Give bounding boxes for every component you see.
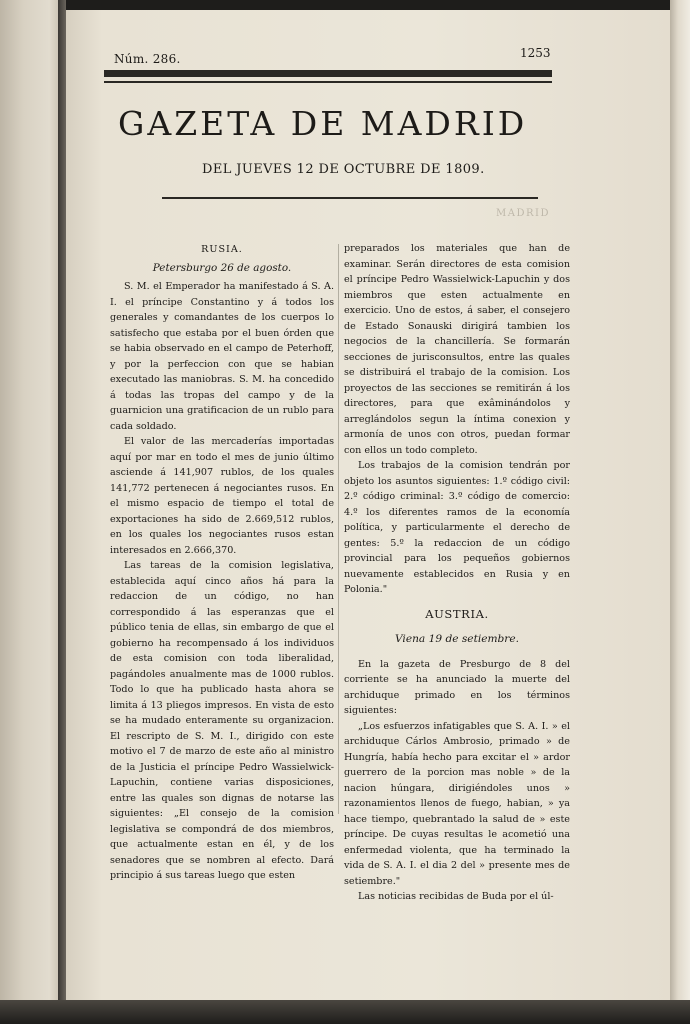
paragraph: Las noticias recibidas de Buda por el úl- <box>358 891 554 902</box>
newspaper-page <box>66 10 670 1000</box>
page-edge-right <box>670 0 690 1024</box>
paragraph: Las tareas de la comision legislativa, establecida aquí cinco años há para la redaccion de un código, no han correspondido á las esperanzas que el público tenia de ellas, sin embargo de que el gobierno ha recompensado á los individuos de esta comision con toda liberalidad, pagándoles anualmente mas de 1000 rublos. Todo lo que ha publicado hasta ahora se limita á 13 pliegos impresos. En vista de esto se ha mudado enteramente su organizacion. El rescripto de S. M. I., dirigido con este motivo el 7 de marzo de este año al ministro de la Justicia el príncipe Pedro Wassielwick-Lapuchin, contiene varias disposiciones, entre las quales son dignas de notarse las siguientes: „El consejo de la comision legislativa se compondrá de dos miembros, que actualmente estan en él, y de los senadores que se nombren al efecto. Dará principio á sus tareas luego que esten <box>110 560 334 881</box>
header-rule-thin <box>104 81 552 83</box>
masthead-title: GAZETA DE MADRID <box>118 104 528 143</box>
facing-page-edge <box>0 0 58 1000</box>
paragraph: preparados los materiales que han de examinar. Serán directores de esta comision el príncipe Pedro Wassielwick-Lapuchin y dos miembros que esten actualmente en exercicio. Uno de estos, á saber, el consejero de Estado Sonauski dirigirá tambien los negocios de la chancillería. Se formarán secciones de jurisconsultos, entre las quales se distribuirá el trabajo de la comision. Los proyectos de las secciones se remitirán á los directores, para que exâminándolos y arreglándolos segun la íntima conexion y armonía de unos con otros, puedan formar con ellos un todo completo. <box>344 243 570 456</box>
date-rule <box>162 197 538 199</box>
paragraph: En la gazeta de Presburgo de 8 del corriente se ha anunciado la muerte del archiduque primado en los términos siguientes: <box>344 658 570 716</box>
section-title-austria: AUSTRIA. <box>425 606 489 621</box>
column-right <box>344 241 570 905</box>
column-divider <box>338 244 339 814</box>
dateline-petersburgo: Petersburgo 26 de agosto. <box>152 261 292 274</box>
column-left <box>110 240 334 884</box>
paragraph: „Los esfuerzos infatigables que S. A. I. » el archiduque Cárlos Ambrosio, primado » de Hungría, había hecho para excitar el » ardor guerrero de la porcion mas noble » de la nacion húngara, dirigiéndoles unos » razonamientos llenos de fuego, habian, » ya hace tiempo, quebrantado la salud de » este príncipe. De cuyas resultas le acometió una enfermedad violenta, que ha terminado la vida de S. A. I. el dia 2 del » presente mes de setiembre." <box>344 720 570 887</box>
issue-number: Núm. 286. <box>114 52 181 66</box>
issue-date: DEL JUEVES 12 DE OCTUBRE DE 1809. <box>202 162 485 177</box>
section-title-rusia: RUSIA. <box>201 244 243 255</box>
scan-background <box>0 1000 690 1024</box>
bleed-through-label: MADRID <box>496 208 550 219</box>
header-rule-thick <box>104 70 552 77</box>
book-gutter <box>58 0 66 1024</box>
paragraph: S. M. el Emperador ha manifestado á S. A. I. el príncipe Constantino y á todos los generales y comandantes de los cuerpos lo satisfecho que estaba por el buen órden que se habia observado en el campo de Peterhoff, y por la perfeccion con que se habian executado las maniobras. S. M. ha concedido á todas las tropas del campo y de la guarnicion una gratificacion de un rublo para cada soldado. <box>110 281 334 432</box>
paragraph: El valor de las mercaderías importadas aquí por mar en todo el mes de junio último asciende á 141,907 rublos, de los quales 141,772 pertenecen á negociantes rusos. En el mismo espacio de tiempo el total de exportaciones ha sido de 2.669,512 rublos, en los quales los negociantes rusos estan interesados en 2.666,370. <box>110 436 334 556</box>
paragraph: Los trabajos de la comision tendrán por objeto los asuntos siguientes: 1.º código civil: 2.º código criminal: 3.º código de comercio: 4.º los diferentes ramos de la economía política, y particularmente el derecho de gentes: 5.º la redaccion de un código provincial para los pequeños gobiernos nuevamente establecidos en Rusia y en Polonia." <box>344 460 570 595</box>
page-number: 1253 <box>520 46 551 60</box>
dateline-viena: Viena 19 de setiembre. <box>394 633 520 645</box>
